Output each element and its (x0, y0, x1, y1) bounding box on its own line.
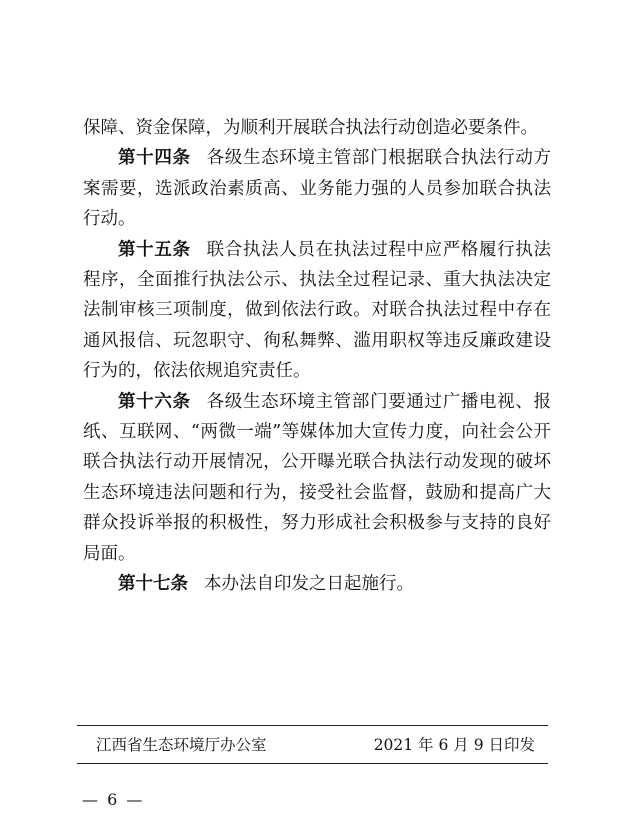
article-16 (83, 387, 551, 569)
footer-issuer: 江西省生态环境厅办公室 (96, 736, 267, 754)
article-15 (83, 235, 551, 387)
document-body (83, 113, 551, 600)
article-text: 各级生态环境主管部门根据联合执法行动方案需要，选派政治素质高、业务能力强的人员参加联合执法行动。 (83, 148, 552, 230)
article-text: 联合执法人员在执法过程中应严格履行执法程序，全面推行执法公示、执法全过程记录、重大执法决定法制审核三项制度，做到依法行政。对联合执法过程中存在通风报信、玩忽职守、徇私舞弊、滥用职权等违反廉政建设行为的，依法依规追究责任。 (83, 239, 552, 382)
article-number: 第十六条 (118, 391, 191, 412)
article-text: 本办法自印发之日起施行。 (204, 574, 414, 595)
article-number: 第十四条 (118, 148, 191, 169)
footer-bottom-rule (77, 763, 548, 764)
footer-issue-date: 2021 年 6 月 9 日印发 (373, 736, 535, 754)
article-17 (83, 569, 551, 599)
paragraph-text: 保障、资金保障，为顺利开展联合执法行动创造必要条件。 (83, 118, 538, 138)
article-number: 第十七条 (118, 574, 188, 595)
article-14 (83, 143, 551, 234)
footer-top-rule (77, 725, 548, 726)
page-number: — 6 — (82, 790, 145, 809)
paragraph-continuation (83, 113, 551, 143)
article-text: 各级生态环境主管部门要通过广播电视、报纸、互联网、“两微一端”等媒体加大宣传力度，向社会公开联合执法行动开展情况，公开曝光联合执法行动发现的破坏生态环境违法问题和行为，接受社会监督，鼓励和提高广大群众投诉举报的积极性，努力形成社会积极参与支持的良好局面。 (83, 391, 552, 564)
article-number: 第十五条 (118, 239, 191, 260)
